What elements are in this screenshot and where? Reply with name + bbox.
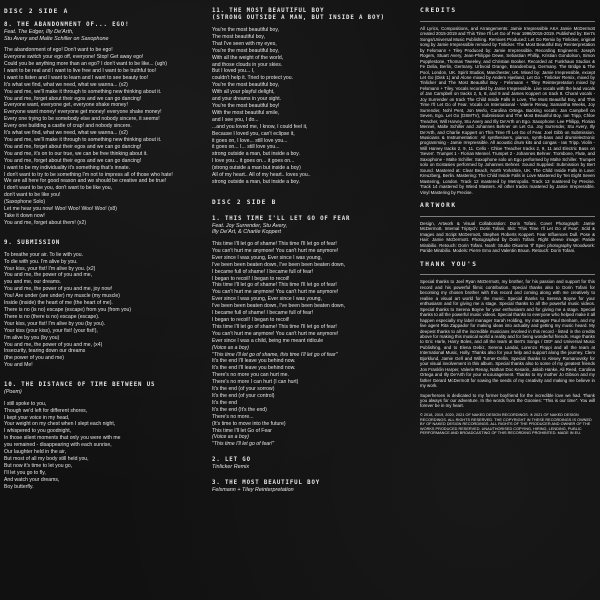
track-8-feat: Feat. The Edger, Illy De'Arth,: [4, 29, 74, 35]
lyric-line: it goes on, I love... still love you...: [212, 137, 288, 144]
legal-notice: © 2018, 2019, 2020, 2021 OF NAKED DESIGN RECORDINGS. ℗ 2021 OF NAKED DESIGN RECORDINGS. ALL RIGHTS RESERVED. THE COPYRIGHT IN THESE RECORDINGS IS OWNED BY OF NAKED DESIGN RECORDINGS. ALL RIGHTS OF THE PRODUCER AND OWNER OF THE WORKS PRODUCED RESERVED. UNAUTHORISED COPYING, HIRING, LENDING, PUBLIC PERFORMANCE AND BROADCASTING OF THIS RECORDING PROHIBITED. MADE IN EU.: [420, 412, 592, 436]
lyric-line: It's the end: [212, 399, 237, 406]
lyric-line: You and Me!: [4, 362, 33, 369]
lyric-line: The abandonment of ego! Don't want to be ego!: [4, 47, 113, 54]
lyric-line: I don't want to be you, don't want to be like you,: [4, 185, 113, 192]
disc-header-b: DISC 2 SIDE B: [212, 198, 277, 206]
lyric-line: strong outside a man, but inside a boy.: [212, 151, 300, 158]
lyric-line: I'm alive by you (by you): [4, 334, 60, 341]
track-b2-title: 2. LET GO: [212, 457, 251, 464]
thanks-heading: THANK YOU'S: [420, 260, 478, 268]
lyric-line: Your kiss (your kiss), your fist! (your fist!),: [4, 327, 98, 334]
lyric-line: You're the most beautiful boy,: [212, 47, 279, 54]
lyric-line: This time I'll let Go of Fear: [212, 427, 272, 434]
lyric-line: (Saxophone Solo): [4, 199, 46, 206]
lyric-line: "This time I'll let go of shame, this time I'll let go of fear": [212, 351, 338, 358]
artwork-text: Design, Artwork & Visual Collaboration: Dorin Tofani. Cover Photograph: Jamie McDermott. Internal Triptych: Dorin Tofani. Skit: 'This Time I'll Let Go of Fear', Scld & Images and Script McDermott, Stephen Roberts Koppert. Fear Influences Dull. Pose & Hair: Jamie McDermott. Photographed by Dorin Tofani. Right sleeve image: Paride Mirabilio. Retouch: Dorin Tofani. Noah: Studio Okusma 'If' Spec photography Woodwork: Paride Mirabilio. Models: Pierre Emo and Valentin Bruun. Retouch: Dorin Tofani.: [420, 220, 595, 254]
lyric-line: With all your playful delight,: [212, 89, 275, 96]
credits-text: All Lyrics, Compositions, and Arrangements: Jamie Irrepressible AKA Jamie McDermott created 2015-2019 and This Time I'll Let Go of Fear 1996/2015-2019. Published by: Bert's Songs/Universal Music Publishing. Remixes Produced: Let Go Remix by Tinlicker, original song by Jamie Irrepressible remixed by Tinlicker. The Most Beautiful Boy Reinterpretation by Felsmann + Tiley Produced by: Jamie Irrepressible. Recording Engineers: Joseph Rogers, Stuart Avery, Jean-Philippe Dewe, Sebastian Phillip, Kristian Gondolson, Simon Popplestone, Thomas Tweeley, and Christian Booker. Recorded at: Funkhaus Studios & Fe Delia, Berlin, Germany. Urbvoid Orange, Brandenburg, Germany. The Bridge & The Pool, London, UK. Spirit Studios, Manchester, UK. Mixed by: Jamie Irrepressible, except Let Go (Disk 1) and Alone mixed by Anders Hjerland, Let Go - Tinlicker Remix, mixed by Tinlicker and The Most Beautiful Boy - Felsmann + Tiley Reinterpretation mixed by Felsmann + Tiley. Vocals recorded by Jamie Irrepressible. Live vocals with the lead vocals of Jan Campbell on tracks 2, 5, 8, and 9 and James Koppert on track 8. Choral vocals - Joy Surrender on track The Child Inside Falls in Love, The Most Beautiful Boy, and This Time I'll Let Go of Fear. Vocals on International - Valerie Renay, Samantha Weeks, Joy Surrender, Nohl Pent, Jon Merlo, Carolina Ortega. Backing vocals: Jan Campbell on Seven, Ego. Let Go (DSMTV), Submission and The Most Beautiful Boy. Ian Tripp, Chloe Treacher, Will Harvey, Stu Avery and Illy De'Arth on Ego. Saxophone: Lee Philipp, Florian Mennel, Malte Schiller and Johannes Behner on Let Go. Joy Surrender, Stu Avery, Illy De'Arth, and Charlie Koppert on This Time I'll Let Go of Fear. Joel Gibb on Submission. Musicians & Instrumentation: All synthesisers, pianos, synth-bass and drum/electronic programming - Jamie Irrepressible. All acoustic drum kits and congas - Ian Tripp. Violin - Will Harvey tracks 2, 9, 11. Cello - Chloe Treacher tracks 2, 9, 11 and Electric Bass on 'Seven'. Trumpet 1 - Florian Mennel. Trumpet 2 - Johannes Behner. Trombone, Flute, and Saxophone - Malte Schiller. Saxophone solo on Ego performed by Malte Schiller. Trumpet solo on Ecstasies performed by Johannes Behner. Sound Supplied: Submission by Bert Sound. Mastered at: Clear Beach, North Yorkshire, UK. The Child Inside Falls in Love: Kreuzberg, Berlin. Mastering: The Child Inside Falls in Love Mastered by Ten Eight Seven Mastering, London. Track 12 mastered by Metropolis. Track 13 mastered by Precise. Track 14 mastered by Wired Masters. All other tracks mastered by Jamie Irrepressible. Vinyl Mastering by Precise.: [420, 25, 595, 195]
lyric-line: You and me, the power of you and me,: [4, 272, 93, 279]
lyric-line: I've been been beaten down, I've been been beaten down,: [212, 261, 346, 268]
lyric-line: I became full of shame! I became full of fear!: [212, 268, 314, 275]
lyric-line: There's no more I can hurt (I can hurt): [212, 379, 299, 386]
lyric-line: In those silent moments that only you were with me: [4, 435, 121, 442]
track-10-lyrics: [4, 401, 204, 491]
track-8-feat-2: Stu Avery and Malte Schiller on Saxophone: [4, 35, 109, 42]
lyric-line: I began to recoil! I began to recoil!: [212, 275, 290, 282]
lyric-line: To die with you. I'm alive by you.: [4, 258, 78, 265]
lyric-line: You and me, the power of you and me, (x4): [4, 341, 103, 348]
lyric-line: I'll let you go to fly,: [4, 469, 46, 476]
track-b1-title: 1. THIS TIME I'LL LET GO OF FEAR: [212, 215, 351, 222]
lyric-line: I don't want to try to be something I'm not to impress all of those who hate!: [4, 171, 173, 178]
lyric-line: With all the weight of the world,: [212, 54, 284, 61]
lyric-line: Every one trying to be somebody else and nobody sincere, it seems!: [4, 116, 160, 123]
lyric-line: Take it down now!: [4, 212, 45, 219]
lyric-line: Every one building a castle of crap! and nobody sincere.: [4, 123, 132, 130]
lyric-line: You can't hurt me anymore! You can't hurt me anymore!: [212, 247, 339, 254]
lyric-line: I kept your voice in my head,: [4, 414, 70, 421]
lyric-line: This time I'll let go of shame! This time I'll let go of fear!: [212, 241, 337, 248]
lyric-line: You're the most beautiful boy!: [212, 102, 280, 109]
lyric-line: Though we'd left for different shores,: [4, 407, 88, 414]
lyric-line: I became full of shame! I became full of fear!: [212, 310, 314, 317]
lyric-line: It's what we find, what we need, what we wanna... (x2): [4, 81, 128, 88]
lyric-line: Inside (inside) the heart of me (the heart of me).: [4, 300, 113, 307]
lyric-line: Insecurity, tearing down our dreams: [4, 348, 86, 355]
lyric-line: You and me, forget about them! (x2): [4, 219, 87, 226]
dedication-text: Superheroes is dedicated to my former boyfriend for the incredible love we had. Thank you always for our adventure. In the words from the Goonies: "This is our time". You will forever be in my heart.: [420, 392, 595, 409]
lyric-line: "This time I'll let go of fear!": [212, 441, 275, 448]
lyric-line: Your kiss, your fist! I'm alive by you. (x2): [4, 265, 96, 272]
lyric-line: But now it's time to let you go,: [4, 462, 73, 469]
track-b1-feat-2: Illy De'Art, & Charlie Koppert: [212, 229, 282, 236]
lyric-line: I've been been beaten down, I've been been beaten down,: [212, 303, 346, 310]
lyric-line: I want to listen and I want to learn and I want to see beauty too!: [4, 74, 149, 81]
lyric-line: Everyone want money! everyone get money! everyone shake money!: [4, 109, 162, 116]
lyric-line: you remained - disappearing with each sunrise,: [4, 442, 112, 449]
lyric-line: This time I'll let go of shame! This time I'll let go of fear!: [212, 323, 337, 330]
lyric-line: I love you... it goes on... it goes on...: [212, 158, 295, 165]
lyric-line: Your kiss, your fist! I'm alive by you (by you).: [4, 320, 106, 327]
lyric-line: There is no (there is no) escape (escape).: [4, 313, 100, 320]
column-credits: [420, 0, 595, 600]
lyric-line: You and me, forget about their egos and we can go dancing!: [4, 143, 142, 150]
lyric-line: It's what we find, what we need, what we wanna... (x2): [4, 130, 128, 137]
lyric-line: couldn't help it. Tried to protect you.: [212, 75, 294, 82]
lyric-line: it goes on... I... still love you...: [212, 144, 280, 151]
lyric-line: ...and you loved me, I know, I could feel it,: [212, 123, 308, 130]
track-10-sub: (Poem): [4, 389, 22, 396]
credits-heading: CREDITS: [420, 7, 457, 14]
track-10-title: 10. THE DISTANCE OF TIME BETWEEN US: [4, 382, 156, 389]
track-11-title: 11. THE MOST BEAUTIFUL BOY: [212, 8, 325, 14]
lyric-line: You can't hurt me anymore! You can't hurt me anymore!: [212, 289, 339, 296]
lyric-line: (Voice as a boy): [212, 434, 249, 441]
column-disc2-side-b: [212, 0, 412, 600]
track-11-lyrics: [212, 27, 412, 186]
lyric-line: There's no more...: [212, 413, 254, 420]
lyric-line: You and me, we'll make it through to something new thinking about it.: [4, 136, 162, 143]
lyric-line: I whispered to you goodnight,: [4, 428, 72, 435]
lyric-line: This time I'll let go of shame! This time I'll let go of fear!: [212, 282, 337, 289]
lyric-line: It's the end (of your control): [212, 392, 275, 399]
track-b2-sub: Tinlicker Remix: [212, 464, 250, 471]
divider: [420, 21, 595, 22]
lyric-line: Boy butterfly.: [4, 483, 34, 490]
lyric-line: To breathe your air. To lie with you.: [4, 251, 84, 258]
divider: [420, 216, 595, 217]
lyric-line: (strong outside a man but inside a boy): [212, 165, 301, 172]
track-b1-feat: Feat. Joy Surrender, Stu Avery,: [212, 222, 288, 229]
lyric-line: It's the end I'll leave you behind now.: [212, 358, 296, 365]
track-9-title: 9. SUBMISSION: [4, 239, 61, 246]
lyric-line: (the power of you and me): [4, 355, 64, 362]
lyric-line: Let me hear you now! Woo! Woo! Woo! Woo! (x8): [4, 206, 117, 213]
lyric-line: (Voice as a boy): [212, 344, 249, 351]
lyric-line: You're the most beautiful boy,: [212, 82, 279, 89]
lyric-line: Our laughter held in the air,: [4, 449, 67, 456]
track-b3-title: 3. THE MOST BEAUTIFUL BOY: [212, 479, 321, 486]
lyric-line: strong outside a man, but inside a boy.: [212, 178, 300, 185]
lyric-line: and your dreams in your sight.: [212, 96, 282, 103]
lyric-line: Your weight on my chest when I slept each night,: [4, 421, 116, 428]
track-11-title-2: (STRONG OUTSIDE A MAN, BUT INSIDE A BOY): [212, 15, 385, 21]
lyric-line: you and me, our dreams.: [4, 279, 62, 286]
lyric-line: We are all here for good reason and we should be creative and be true!: [4, 178, 167, 185]
lyric-line: You! Are under (are under) my muscle (my muscle): [4, 293, 120, 300]
lyric-line: That I've seen with my eyes,: [212, 40, 277, 47]
lyric-line: There's no more you can hurt me.: [212, 372, 289, 379]
track-b1-lyrics: [212, 241, 412, 448]
lyric-line: Everyone switch your ego off, everyone! Stop! Get away ego!: [4, 54, 144, 61]
lyric-line: I still spoke to you,: [4, 400, 47, 407]
divider: [420, 274, 595, 275]
lyric-line: It's the end I'll leave you behind now.: [212, 365, 296, 372]
lyric-line: You and me, it's on to our true, we can be free thinking about it.: [4, 150, 148, 157]
lyric-line: Could you be anything more than an ego? I don't want to be like... (ugh): [4, 61, 167, 67]
lyric-line: And watch your dreams,: [4, 476, 60, 483]
lyric-line: Because I loved you, can't eclipse it,: [212, 130, 295, 137]
lyric-line: You can't hurt me anymore! You can't hurt me anymore!: [212, 330, 339, 337]
lyric-line: But I loved you... I,: [212, 68, 255, 75]
lyric-line: and I see you, I do...: [212, 116, 259, 123]
disc-header: DISC 2 SIDE A: [4, 8, 69, 15]
track-b3-sub: Felsmann + Tiley Reinterpretation: [212, 486, 294, 493]
track-8-title: 8. THE ABANDONMENT OF... EGO!: [4, 22, 130, 28]
lyric-line: But most of all my body still held you,: [4, 456, 89, 462]
artwork-heading: ARTWORK: [420, 201, 457, 209]
lyric-line: With the most beautiful smile,: [212, 109, 280, 116]
lyric-line: don't want to be like you!: [4, 192, 61, 199]
lyric-line: There is no (is no) escape (escape) from you (from you): [4, 307, 132, 313]
lyric-line: Everyone want, everyone get, everyone shake money!: [4, 102, 128, 109]
lyric-line: It's the end (of your sorrow): [212, 386, 275, 393]
column-disc2-side-a: [4, 0, 204, 600]
lyric-line: I want to be real and I want to live free and I want to be truthful too!: [4, 67, 157, 74]
track-9-lyrics: [4, 252, 204, 369]
track-8-lyrics: [4, 47, 204, 227]
lyric-line: Ever since I was young, Ever since I was young,: [212, 254, 322, 261]
thanks-text: Special thanks to Joel Ryan McDermott, my brother, for his passion and support for this record and his powerful filmic contribution. Special thanks also to Dorin Tofani for becoming my chosen brother with this record and coming along with me creatively to realise a visual art world for the music. Special thanks to Serena Boyne for your enthusiasm and for giving me a stage. Special thanks to all the powerful music videos. Special thanks to Serena Boyne for your enthusiasm and for giving me a stage. Special thanks to all the powerful music videos. Special thanks to everyone who helped make it all happen especially my label manager Sarah Holding, my manager Paul Benham, and my live agent Rita Zappador for making ideas into actuality and getting my music heard. My deepest thanks to all the incredible musicians involved in this record - listed in the credits above for making this musical world a reality and for being wonderful friends. Huge thanks to Eric Harle, Harry Boles, and all the team at Bert's Songs / DEF and Universal Music Publishing, and to Elena Debiz, Serena Landai, Lorenzo Floppi and all the team at International Music, Holly. Thanks also for your help and support along the journey. Clem Bjorklund, Jamie Gell and Will Turner-Dellin. Special thanks to Alexey Romanovsky for your visual involvement in this album. Special thanks also to some of my greatest friends Jon Franklin Harper, Valerie Renay, Nathan Doc Kesarin, Jakob Hanke, Ali Reed, Carolina Ortega and Illy De'Arth for your encouragement. Thanks to my mother Jo Gibson and my father Gerard McDermott for sowing the seeds of my creativity and making me believe in my work.: [420, 279, 595, 389]
lyric-line: I want to be my individuality it's something that's innate.: [4, 164, 131, 171]
lyric-line: You're the most beautiful boy,: [212, 27, 279, 33]
lyric-line: You and me, the power of you and me, joy now!: [4, 286, 113, 293]
lyric-line: All of my heart.. All of my heart.. loves you..: [212, 172, 311, 179]
lyric-line: You and me, forget about their egos and we can go dancing!: [4, 157, 142, 164]
lyric-line: It's the end (It's the end): [212, 406, 267, 413]
lyric-line: You and me, we'll make it through to something new thinking about it.: [4, 88, 162, 95]
lyric-line: The most beautiful boy,: [212, 33, 266, 40]
lyric-line: Ever since I was a child, being me meant ridicule: [212, 337, 324, 344]
lyric-line: Ever since I was young, Ever since I was young,: [212, 296, 322, 303]
lyric-line: (It's time to move into the future): [212, 420, 286, 427]
lyric-line: and those clouds in your skies.: [212, 61, 283, 68]
lyric-line: I began to recoil! I began to recoil!: [212, 317, 290, 323]
lyric-line: You and me, forget about their egos and we can go dancing!: [4, 95, 142, 102]
